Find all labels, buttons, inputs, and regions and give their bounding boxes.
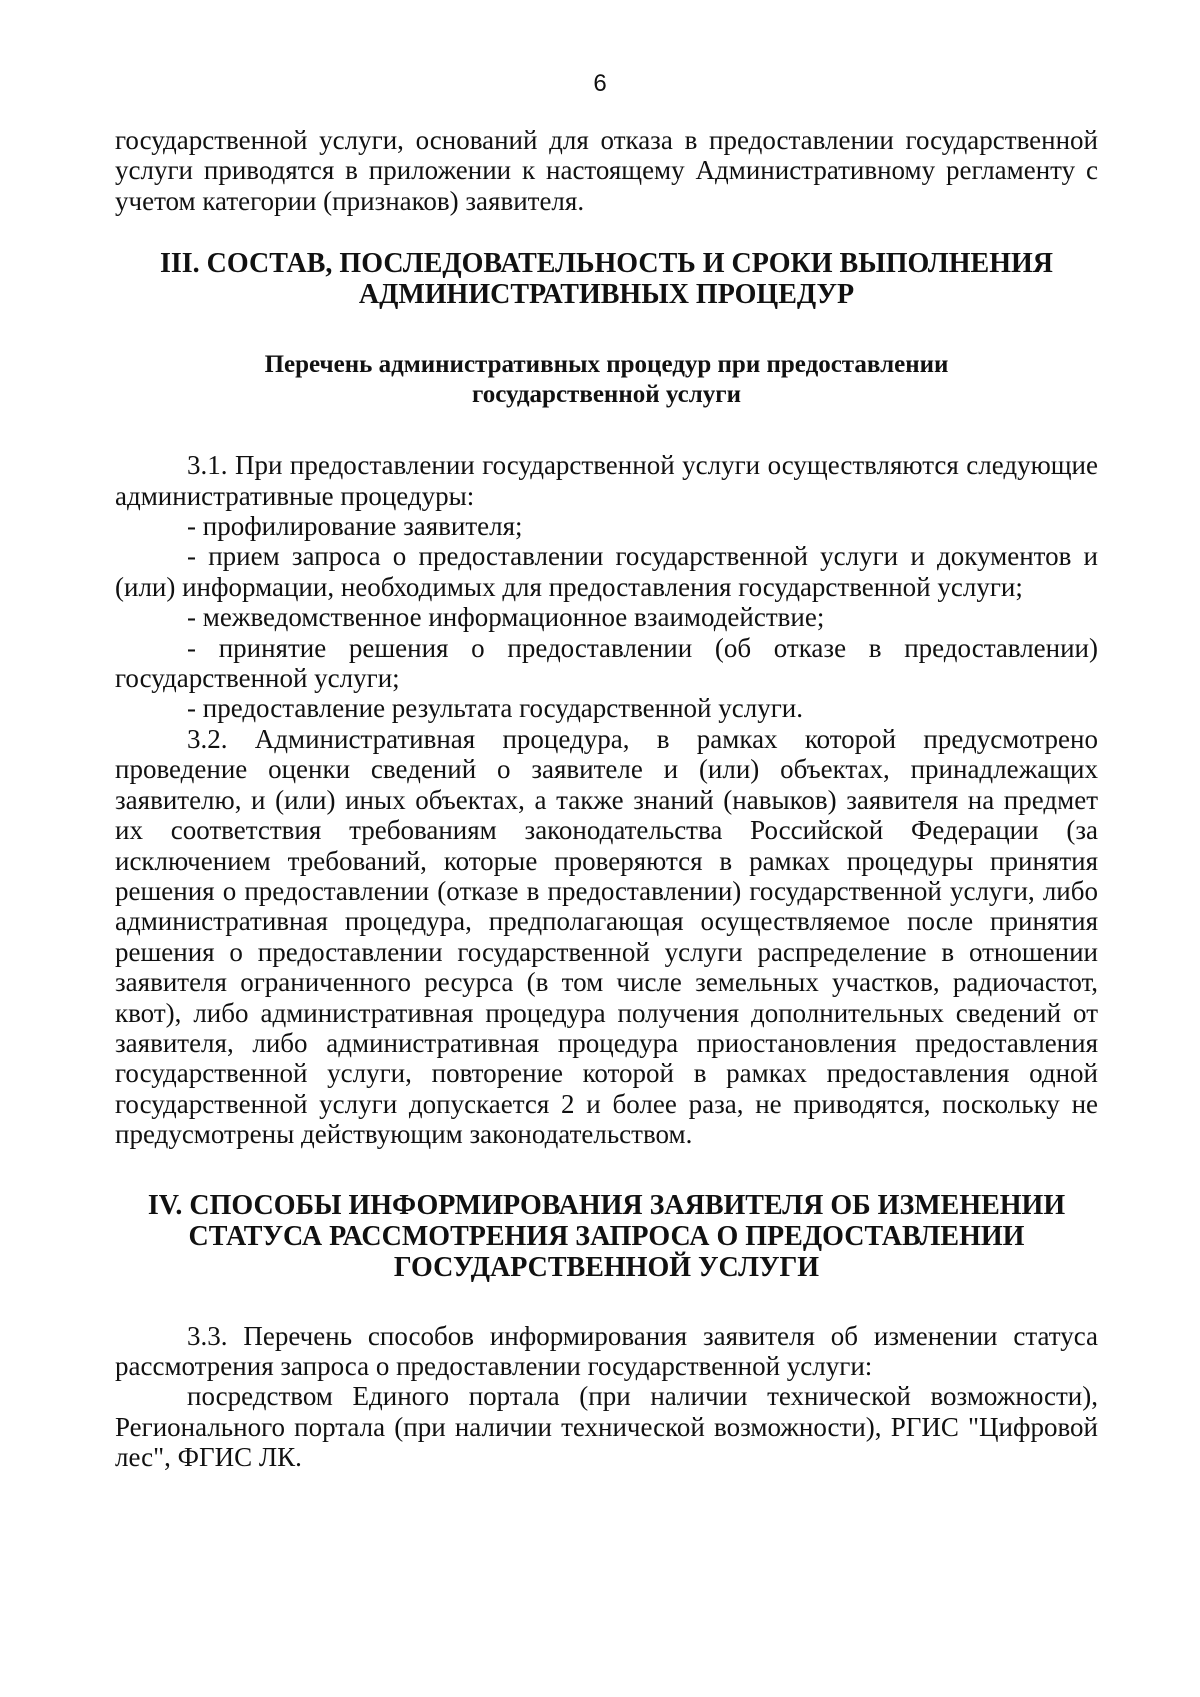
section-4-title-line-3: ГОСУДАРСТВЕННОЙ УСЛУГИ [393, 1251, 820, 1283]
section-4-title-line-2: СТАТУСА РАССМОТРЕНИЯ ЗАПРОСА О ПРЕДОСТАВЛЕНИИ [188, 1220, 1025, 1252]
procedures-list-subtitle [115, 350, 1098, 410]
subtitle-line-2: государственной услуги [471, 381, 742, 409]
procedure-item: - предоставление результата государственной услуги. [187, 693, 803, 724]
paragraph-3-3: 3.3. Перечень способов информирования заявителя об изменении статуса рассмотрения запроса о предоставлении государственной услуги: [115, 1320, 1098, 1381]
section-3-title-line-2: АДМИНИСТРАТИВНЫХ ПРОЦЕДУР [358, 279, 855, 311]
section-3-title [115, 248, 1098, 310]
subtitle-line-1: Перечень административных процедур при предоставлении [264, 351, 949, 379]
procedure-item: - прием запроса о предоставлении государственной услуги и документов и (или) информации, необходимых для предоставления государственной услуги; [115, 541, 1098, 602]
informing-methods-paragraph: посредством Единого портала (при наличии технической возможности), Регионального портала (при наличии технической возможности), РГИС "Цифровой лес", ФГИС ЛК. [115, 1381, 1098, 1473]
document-body [115, 125, 1098, 1473]
procedure-item: - профилирование заявителя; [187, 511, 523, 542]
page-number: 6 [593, 70, 607, 97]
paragraph-3-1: 3.1. При предоставлении государственной услуги осуществляются следующие административные процедуры: [115, 450, 1098, 511]
intro-paragraph: государственной услуги, оснований для отказа в предоставлении государственной услуги приводятся в приложении к настоящему Административному регламенту с учетом категории (признаков) заявителя. [115, 125, 1098, 216]
procedure-item: - межведомственное информационное взаимодействие; [187, 602, 825, 633]
section-4-title [115, 1190, 1098, 1283]
section-3-title-line-1: III. СОСТАВ, ПОСЛЕДОВАТЕЛЬНОСТЬ И СРОКИ ВЫПОЛНЕНИЯ [159, 248, 1053, 280]
section-4-title-line-1: IV. СПОСОБЫ ИНФОРМИРОВАНИЯ ЗАЯВИТЕЛЯ ОБ ИЗМЕНЕНИИ [147, 1189, 1066, 1221]
paragraph-3-2: 3.2. Административная процедура, в рамках которой предусмотрено проведение оценки сведений о заявителе и (или) объектах, принадлежащих заявителю, и (или) иных объектах, а также знаний (навыков) заявителя на предмет их соответствия требованиям законодательства Российской Федерации (за исключением требований, которые проверяются в рамках процедуры принятия решения о предоставлении (отказе в предоставлении) государственной услуги, либо административная процедура, предполагающая осуществляемое после принятия решения о предоставлении государственной услуги распределение в отношении заявителя ограниченного ресурса (в том числе земельных участков, радиочастот, квот), либо административная процедура получения дополнительных сведений от заявителя, либо административная процедура приостановления предоставления государственной услуги, повторение которой в рамках предоставления одной государственной услуги допускается 2 и более раза, не приводятся, поскольку не предусмотрены действующим законодательством. [115, 723, 1098, 1150]
procedure-item: - принятие решения о предоставлении (об отказе в предоставлении) государственной услуги; [115, 632, 1098, 694]
